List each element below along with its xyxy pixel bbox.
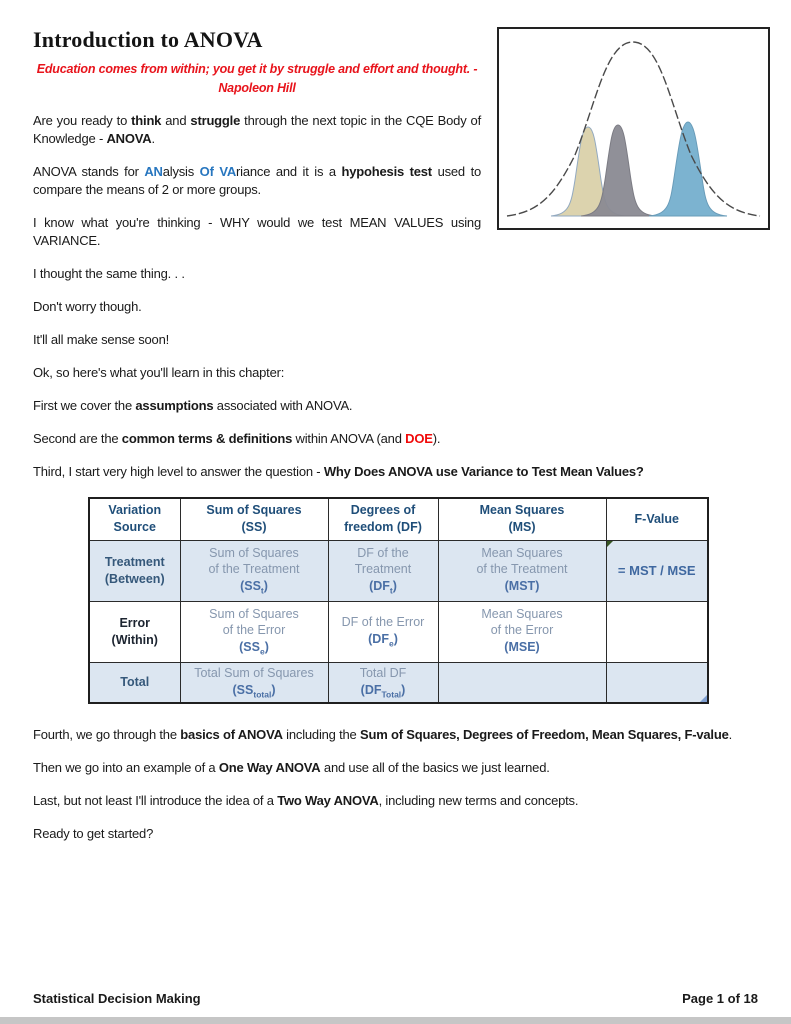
page-bottom-edge (0, 1017, 791, 1024)
header-f-value: F-Value (606, 498, 708, 540)
paragraph: ANOVA stands for ANalysis Of VAriance and it is a hypohesis test used to compare the means of 2 or more groups. (33, 164, 482, 197)
df-treatment-symbol: $(DF_t)$ (369, 579, 397, 596)
paragraph: Ready to get started? (33, 826, 154, 841)
cell-corner-flag-icon (607, 541, 613, 547)
inspiration-quote: Education comes from within; you get it by struggle and effort and thought. - Napoleon Hill (36, 62, 478, 95)
paragraph: First we cover the assumptions associated with ANOVA. (33, 398, 353, 413)
total-label-cell: Total (89, 662, 180, 703)
total-ms-cell-empty (438, 662, 606, 703)
paragraph: It'll all make sense soon! (33, 332, 170, 347)
df-error-symbol: $(DF_e)$ (368, 632, 398, 649)
table-corner-handle-icon (700, 695, 707, 702)
treatment-label-cell: Treatment (Between) (89, 540, 180, 601)
paragraph: Don't worry though. (33, 299, 142, 314)
paragraph: Third, I start very high level to answer the question - Why Does ANOVA use Variance to Test Mean Values? (33, 464, 644, 479)
treatment-ss-cell: Sum of Squares of the Treatment $(SS_t)$ (180, 540, 328, 601)
distribution-figure (497, 27, 770, 230)
ms-error-symbol: (MSE) (504, 640, 540, 655)
paragraph: Then we go into an example of a One Way ANOVA and use all of the basics we just learned. (33, 760, 550, 775)
error-f-cell-empty (606, 601, 708, 662)
paragraph: I thought the same thing. . . (33, 266, 185, 281)
page-footer (33, 991, 758, 1006)
error-ms-cell: Mean Squares of the Error (MSE) (438, 601, 606, 662)
header-sum-of-squares: Sum of Squares (SS) (180, 498, 328, 540)
grand-distribution-curve (507, 42, 760, 216)
ss-error-symbol: $(SS_e)$ (239, 640, 269, 657)
page-content (33, 25, 758, 858)
total-df-cell: Total DF $(DF_{Total})$ (328, 662, 438, 703)
ss-total-symbol: $(SS_{total})$ (232, 683, 276, 700)
table-row-error (89, 601, 708, 662)
paragraph: Ok, so here's what you'll learn in this chapter: (33, 365, 285, 380)
paragraph: Fourth, we go through the basics of ANOVA including the Sum of Squares, Degrees of Freedom, Mean Squares, F-value. (33, 727, 733, 742)
paragraph: Last, but not least I'll introduce the idea of a Two Way ANOVA, including new terms and concepts. (33, 793, 579, 808)
footer-document-title: Statistical Decision Making (33, 991, 201, 1006)
paragraph: I know what you're thinking - WHY would we test MEAN VALUES using VARIANCE. (33, 215, 481, 248)
df-total-symbol: $(DF_{Total})$ (360, 683, 406, 700)
table-row-treatment (89, 540, 708, 601)
footer-page-number: Page 1 of 18 (682, 991, 758, 1006)
header-variation-source: Variation Source (89, 498, 180, 540)
treatment-df-cell: DF of the Treatment $(DF_t)$ (328, 540, 438, 601)
paragraph: Are you ready to think and struggle through the next topic in the CQE Body of Knowledge - ANOVA. (33, 113, 481, 146)
total-f-cell-empty (606, 662, 708, 703)
distribution-figure-svg (499, 29, 768, 228)
paragraph: Second are the common terms & definitions within ANOVA (and DOE). (33, 431, 441, 446)
error-df-cell: DF of the Error $(DF_e)$ (328, 601, 438, 662)
ms-treatment-symbol: (MST) (504, 579, 540, 594)
error-ss-cell: Sum of Squares of the Error $(SS_e)$ (180, 601, 328, 662)
f-value-formula: = MST / MSE (617, 563, 696, 578)
page-title: Introduction to ANOVA (33, 27, 263, 52)
table-row-total (89, 662, 708, 703)
ss-treatment-symbol: $(SS_t)$ (240, 579, 268, 596)
header-mean-squares: Mean Squares (MS) (438, 498, 606, 540)
f-value-cell (606, 540, 708, 601)
header-degrees-of-freedom: Degrees of freedom (DF) (328, 498, 438, 540)
treatment-ms-cell: Mean Squares of the Treatment (MST) (438, 540, 606, 601)
anova-structure-table (88, 497, 709, 704)
error-label-cell: Error (Within) (89, 601, 180, 662)
table-header-row (89, 498, 708, 540)
total-ss-cell: Total Sum of Squares $(SS_{total})$ (180, 662, 328, 703)
right-group-distribution (649, 122, 727, 216)
